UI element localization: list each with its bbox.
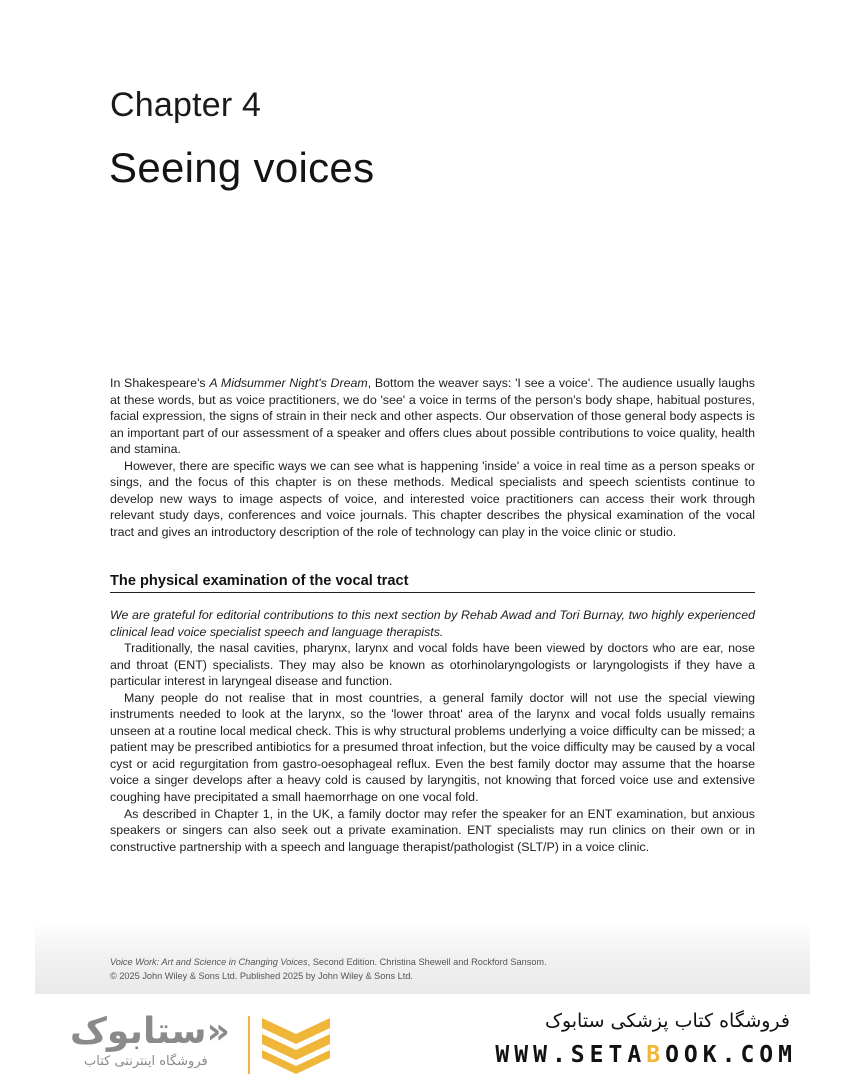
acknowledgement-paragraph: We are grateful for editorial contributions to this next section by Rehab Awad and Tori Burnay, two highly experienced clinical lead voice specialist speech and language therapists. <box>110 608 755 639</box>
footer-book-title: Voice Work: Art and Science in Changing Voices <box>110 957 308 967</box>
setabook-logo <box>70 1012 340 1078</box>
intro-paragraph-1 <box>110 375 755 458</box>
section-heading: The physical examination of the vocal tract <box>110 573 755 593</box>
intro-p1-end: , Bottom the weaver says: 'I see a voice'. The audience usually laughs at these words, but as voice practitioners, we do 'see' a voice in terms of the person's body shape, habitual postures, facial expression, the signs of strain in their neck and other aspects. Our observation of those general body aspects is an important part of our assessment of a speaker and offers clues about possible contributions to voice quality, health and stamina. <box>110 376 755 457</box>
footer-book-rest: , Second Edition. Christina Shewell and Rockford Sansom. <box>307 957 547 967</box>
section-paragraph-3: As described in Chapter 1, in the UK, a family doctor may refer the speaker for an ENT examination, but anxious speakers or singers can also seek out a private examination. ENT specialists may run clinics on their own or in constructive partnership with a speech and language therapist/pathologist (SLT/P) in a voice clinic. <box>110 806 755 854</box>
chapter-label: Chapter 4 <box>110 86 262 124</box>
section-paragraph-1: Traditionally, the nasal cavities, pharynx, larynx and vocal folds have been viewed by doctors who are ear, nose and throat (ENT) specialists. They may also be known as otorhinolaryngologists or laryngologists if they have a particular interest in laryngeal disease and function. <box>110 641 755 689</box>
store-name: فروشگاه کتاب پزشکی ستابوک <box>544 1010 790 1032</box>
footer-citation <box>110 956 547 983</box>
logo-divider <box>248 1016 250 1074</box>
section-text <box>110 607 755 855</box>
url-prefix: WWW.SETA <box>495 1042 647 1068</box>
footer-copyright: © 2025 John Wiley & Sons Ltd. Published 2025 by John Wiley & Sons Ltd. <box>110 970 413 981</box>
url-suffix: OOK.COM <box>665 1042 797 1068</box>
play-title: A Midsummer Night's Dream <box>209 376 368 390</box>
url-accent: B <box>646 1042 666 1068</box>
logo-subtitle: فروشگاه اینترنتی کتاب <box>84 1054 208 1069</box>
intro-p1-start: In Shakespeare's <box>110 376 210 390</box>
section-paragraph-2: Many people do not realise that in most countries, a general family doctor will not use the special viewing instruments needed to look at the larynx, so the 'lower throat' area of the larynx and vocal folds usually remains unseen at a routine local medical check. This is why structural problems underlying a voice difficulty can be missed; a patient may be prescribed antibiotics for a presumed throat infection, but the voice difficulty may be caused by a vocal cyst or acid regurgitation from gastro-oesophageal reflux. Even the best family doctor may assume that the hoarse voice a singer develops after a heavy cold is caused by laryngitis, not knowing that forced voice use and extensive coughing have precipitated a small haemorrhage on one vocal fold. <box>110 690 755 805</box>
chapter-title: Seeing voices <box>109 144 375 191</box>
logo-wordmark: «ستابوک <box>70 1011 230 1052</box>
store-url <box>495 1042 797 1068</box>
intro-paragraph-2: However, there are specific ways we can see what is happening 'inside' a voice in real time as a person speaks or sings, and the focus of this chapter is on these methods. Medical specialists and speech scientists continue to develop new ways to image aspects of voice, and interested voice practitioners can access their work through relevant study days, conferences and voice journals. This chapter describes the physical examination of the vocal tract and gives an introductory description of the role of technology can play in the voice clinic or studio. <box>110 458 755 539</box>
footer-book-line <box>110 956 547 970</box>
intro-text <box>110 375 755 540</box>
book-stack-icon <box>260 1012 332 1074</box>
